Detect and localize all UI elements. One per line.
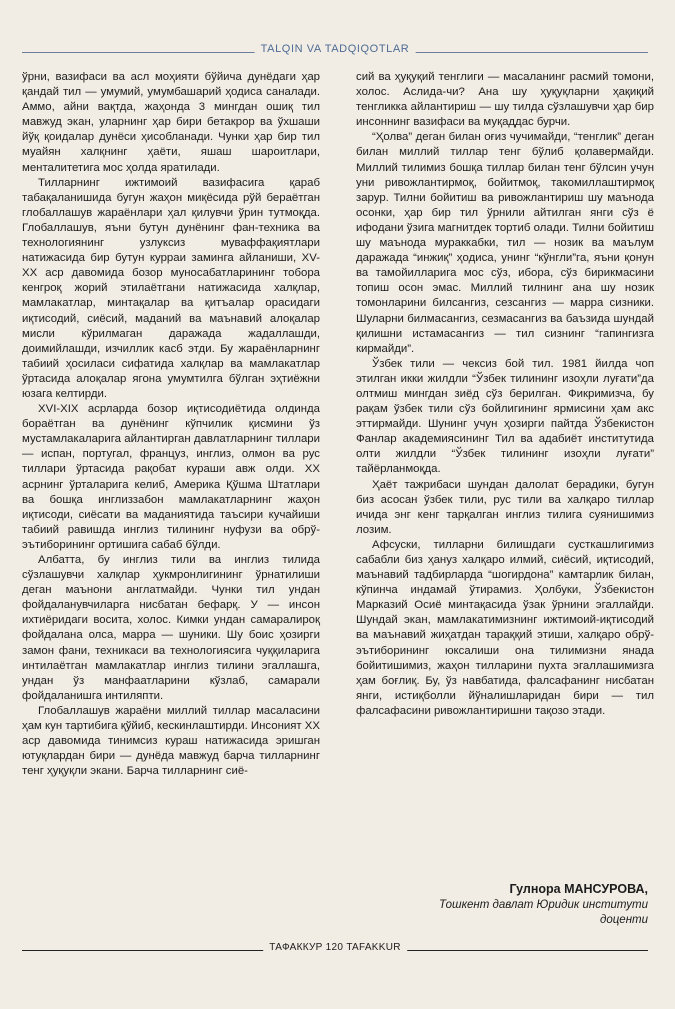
paragraph: ўрни, вазифаси ва асл моҳияти бўйича дунёдаги ҳар қандай тил — умумий, умумбашарий ҳодиса саналади. Аммо, айни вақтда, жаҳонда 3 мингдан ошиқ тил мавжуд экан, уларнинг ҳар бири бетакрор ва ўхшаши йўқ қоидалар дунёси ҳисобланади. Чунки ҳар бир тил муайян халқнинг ҳаёти, яшаш шароитлари, менталитетига мос ҳолда яратилади.: [22, 71, 320, 174]
paragraph: сий ва ҳуқуқий тенглиги — масаланинг расмий томони, холос. Аслида-чи? Ана шу ҳуқуқларни ҳақиқий тенгликка айлантириш — шу тилда сўзлашувчи ҳар бир инсоннинг вазифаси ва муқаддас бурчи.: [356, 71, 654, 129]
author-affiliation-line2: доценти: [599, 914, 648, 926]
page-footer: [22, 942, 648, 962]
author-affiliation-line1: Тошкент давлат Юридик институти: [439, 899, 648, 911]
paragraph: XVI-XIX асрларда бозор иқтисодиётида олдинда бораётган ва дунёнинг кўпчилик қисмини ўз мустамлакаларига айлантирган давлатларнинг тиллари — испан, португал, француз, инглиз, олмон ва рус тиллари ўртасида рақобат кураши авж олди. XX асрнинг ўрталарига келиб, Америка Қўшма Штатлари ва бошқа инглиззабон мамлакатларнинг жаҳон иқтисоди, сиёсати ва маданиятида таъсири кучайиши табиий равишда инглиз тилининг нуфузи ва обрў-эътиборининг ортишига сабаб бўлди.: [22, 403, 320, 551]
paragraph: Тилларнинг ижтимоий вазифасига қараб табақаланишида бугун жаҳон миқёсида рўй бераётган глобаллашув жараёнлари ҳал қилувчи ўрин тутмоқда. Глобаллашув, яъни бутун дунёнинг фан-техника ва технологиянинг узлуксиз муваффақиятлари натижасида бир бутун курраи заминга айланиши, XV-XX аср давомида бозор муносабатларининг тобора кенгроқ жорий этилаётгани натижасида халқлар, мамлакатлар, минтақалар ва қитъалар орасидаги иқтисодий, сиёсий, маданий ва маънавий алоқалар мисли кўрилмаган даражада жадаллашди, доимийлашди, изчиллик касб этди. Бу жараёнларнинг табиий ҳосиласи сифатида халқлар ва мамлакатлар ўртасида алоқалар ягона умумтилга бўлган эҳтиёжни юзага келтирди.: [22, 176, 320, 400]
paragraph: Глобаллашув жараёни миллий тиллар масаласини ҳам кун тартибига қўйиб, кескинлаштирди. Инсоният XX аср давомида тинимсиз кураш натижасида эришган ютуқлардан бири — дунёда мавжуд барча тилларнинг тенг ҳуқуқли экани. Барча тилларнинг сиё-: [22, 704, 320, 778]
right-column: [356, 70, 654, 719]
running-head-title: TALQIN VA TADQIQOTLAR: [255, 43, 416, 55]
footer-text: ТАФАККУР 120 TAFAKKUR: [263, 942, 407, 953]
author-last-name: МАНСУРОВА: [564, 882, 645, 896]
left-column: [22, 70, 320, 779]
author-name-comma: ,: [644, 882, 648, 896]
paragraph: Ўзбек тили — чексиз бой тил. 1981 йилда чоп этилган икки жилдли “Ўзбек тилининг изоҳли луғати”да олтмиш мингдан зиёд сўз берилган. Фикримизча, бу рақам ўзбек тили сўз бойлигининг ярмисини ҳам акс эттирмайди. Шунинг учун ҳозирги пайтда Ўзбекистон Фанлар академиясининг Тил ва адабиёт институтида олти жилдли “Ўзбек тилининг изоҳли луғати” тайёрланмоқда.: [356, 357, 654, 476]
paragraph: Албатта, бу инглиз тили ва инглиз тилида сўзлашувчи халқлар ҳукмронлигининг ўрнатилиши деган маънони англатмайди. Чунки тил ундан фойдаланувчиларга нисбатан бефарқ. У — инсон ихтиёридаги восита, холос. Кимки ундан самаралироқ фойдалана олса, марра — шуники. Шу боис ҳозирги замон фани, техникаси ва технологиясига чуққиларига интилаётган мамлакатлар инглиз тилини эгаллашга, ундан ўз манфаатларини кўзлаб, самарали фойдаланишга интиляпти.: [22, 554, 320, 702]
paragraph: Афсуски, тилларни билишдаги сусткашлигимиз сабабли биз ҳануз халқаро илмий, сиёсий, иқтисодий, маънавий тадбирларда “шогирдона” камтарлик билан, кўпинча индамай ўтирамиз. Ҳолбуки, Ўзбекистон Марказий Осиё минтақасида ўзак ўрнини эгаллайди. Шундай экан, мамлакатимизнинг ижтимоий-иқтисодий ва маънавий жиҳатдан тараққий этиши, халқаро обрў-эътиборининг юксалиши она тилимизни янада бойитишимиз, жаҳон тилларини пухта эгаллашимизга ҳам боғлиқ. Бу, ўз навбатида, фалсафанинг нисбатан янги, истиқболли йўналишларидан бири — тил фалсафасини ривожлантиришни тақозо этади.: [356, 538, 654, 717]
author-name: [356, 880, 648, 898]
page-header: [22, 40, 648, 60]
paragraph: “Ҳолва” деган билан оғиз чучимайди, “тенглик” деган билан миллий тиллар тенг бўлиб қолавермайди. Миллий тилимиз бошқа тиллар билан тенг бўлсин учун уни ривожлантирмоқ, бойитмоқ, такомиллаштирмоқ зарур. Тилни бойитиш ва ривожлантириш шу маънода осонки, ҳар бир тил ўрнили айтилган янги сўз ё ифодани ўзига магнитдек тортиб олади. Тилни бойитиш шу маънода мураккабки, тил — нозик ва маълум даражада “инжиқ” ҳодиса, унинг “кўнгли”га, яъни қонун ва тамойилларига мос сўз, ибора, сўз бирикмасини топиш осон эмас. Миллий тилнинг ана шу нозик томонларини билсангиз, сезсангиз — марра сизники. Шуларни билмасангиз, сезмасангиз ва баъзида шундай қилишни истамасангиз — тил сизнинг “гапингизга кирмайди”.: [356, 131, 654, 355]
author-first-name: Гулнора: [509, 882, 565, 896]
author-signature: [356, 880, 648, 928]
paragraph: Ҳаёт тажрибаси шундан далолат берадики, бугун биз асосан ўзбек тили, рус тили ва халқаро тиллар ичида энг кенг тарқалган инглиз тилига суянишимиз лозим.: [356, 478, 654, 536]
